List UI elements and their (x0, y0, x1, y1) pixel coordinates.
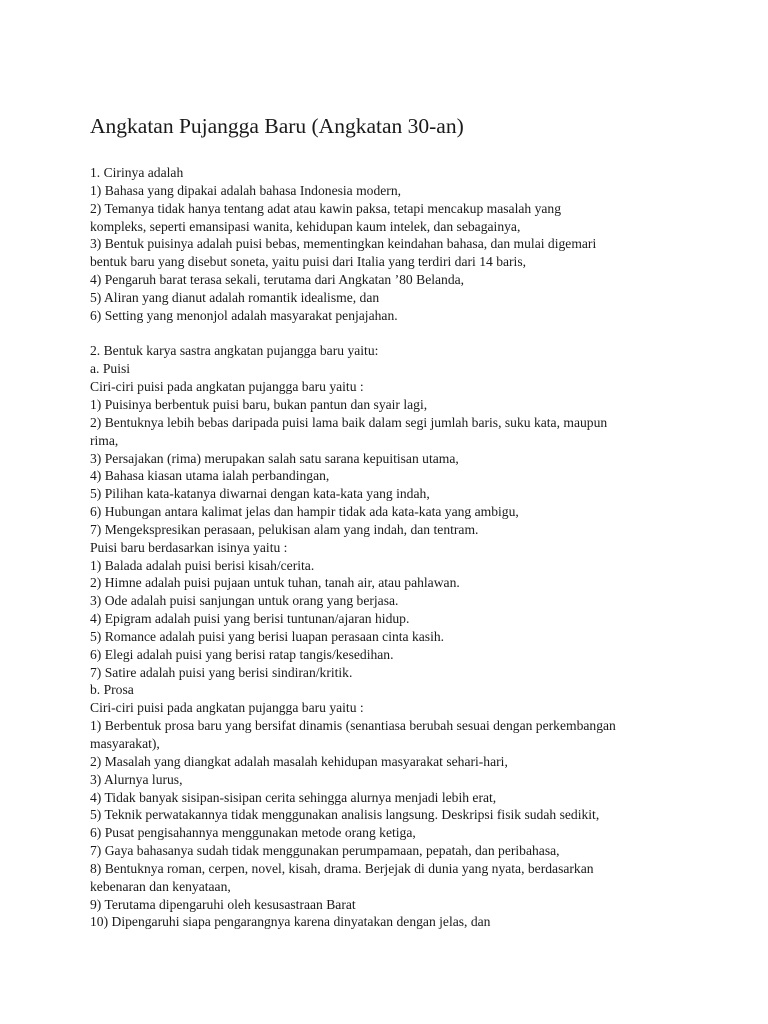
text-line: 1. Cirinya adalah (90, 165, 184, 180)
text-line: 1) Bahasa yang dipakai adalah bahasa Indonesia modern, (90, 182, 402, 198)
text-line: 5) Teknik perwatakannya tidak menggunakan analisis langsung. Deskripsi fisik sudah sedikit, (90, 807, 600, 823)
text-line: 4) Bahasa kiasan utama ialah perbandingan, (90, 468, 330, 484)
section-ciri (90, 164, 680, 325)
text-line: 7) Gaya bahasanya sudah tidak menggunakan perumpamaan, pepatah, dan peribahasa, (90, 843, 560, 859)
text-line: kompleks, seperti emansipasi wanita, kehidupan kaum intelek, dan sebagainya, (90, 218, 521, 234)
text-line: 2) Masalah yang diangkat adalah masalah kehidupan masyarakat sehari-hari, (90, 753, 508, 769)
text-line: 7) Mengekspresikan perasaan, pelukisan alam yang indah, dan tentram. (90, 521, 479, 537)
text-line: 6) Pusat pengisahannya menggunakan metode orang ketiga, (90, 825, 416, 841)
text-line: 4) Tidak banyak sisipan-sisipan cerita sehingga alurnya menjadi lebih erat, (90, 789, 497, 805)
text-line: 5) Romance adalah puisi yang berisi luapan perasaan cinta kasih. (90, 628, 445, 644)
text-line: 6) Elegi adalah puisi yang berisi ratap tangis/kesedihan. (90, 646, 394, 662)
text-line: b. Prosa (90, 682, 134, 698)
text-line: 2) Temanya tidak hanya tentang adat atau kawin paksa, tetapi mencakup masalah yang (90, 200, 562, 216)
text-line: Ciri-ciri puisi pada angkatan pujangga baru yaitu : (90, 700, 364, 716)
document-title: Angkatan Pujangga Baru (Angkatan 30-an) (90, 114, 464, 138)
text-line: 1) Balada adalah puisi berisi kisah/cerita. (90, 557, 315, 573)
text-line: 5) Pilihan kata-katanya diwarnai dengan kata-kata yang indah, (90, 486, 430, 502)
document-page (90, 112, 680, 931)
text-line: 8) Bentuknya roman, cerpen, novel, kisah, drama. Berjejak di dunia yang nyata, berdasarkan (90, 860, 594, 876)
text-line: 5) Aliran yang dianut adalah romantik idealisme, dan (90, 289, 380, 305)
text-line: 7) Satire adalah puisi yang berisi sindiran/kritik. (90, 664, 353, 680)
text-line: 1) Puisinya berbentuk puisi baru, bukan pantun dan syair lagi, (90, 396, 428, 412)
section-bentuk-karya (90, 342, 680, 931)
text-line: 1) Berbentuk prosa baru yang bersifat dinamis (senantiasa berubah sesuai dengan perkembangan (90, 718, 616, 734)
text-line: a. Puisi (90, 361, 131, 377)
text-line: kebenaran dan kenyataan, (90, 878, 231, 894)
text-line: 4) Pengaruh barat terasa sekali, terutama dari Angkatan ’80 Belanda, (90, 272, 465, 288)
text-line: 3) Alurnya lurus, (90, 771, 183, 787)
text-line: 3) Persajakan (rima) merupakan salah satu sarana kepuitisan utama, (90, 450, 459, 466)
text-line: Ciri-ciri puisi pada angkatan pujangga baru yaitu : (90, 379, 364, 395)
text-line: 4) Epigram adalah puisi yang berisi tuntunan/ajaran hidup. (90, 611, 410, 627)
text-line: Puisi baru berdasarkan isinya yaitu : (90, 539, 288, 555)
paragraph-gap (90, 325, 680, 343)
text-line: 10) Dipengaruhi siapa pengarangnya karena dinyatakan dengan jelas, dan (90, 914, 491, 930)
text-line: 6) Setting yang menonjol adalah masyarakat penjajahan. (90, 307, 398, 323)
text-line: 2. Bentuk karya sastra angkatan pujangga baru yaitu: (90, 343, 379, 359)
text-line: 6) Hubungan antara kalimat jelas dan hampir tidak ada kata-kata yang ambigu, (90, 504, 519, 520)
text-line: bentuk baru yang disebut soneta, yaitu puisi dari Italia yang terdiri dari 14 baris, (90, 254, 527, 270)
text-line: 9) Terutama dipengaruhi oleh kesusastraan Barat (90, 896, 356, 912)
text-line: masyarakat), (90, 736, 160, 751)
text-line: 2) Himne adalah puisi pujaan untuk tuhan, tanah air, atau pahlawan. (90, 575, 460, 591)
text-line: rima, (90, 432, 119, 448)
text-line: 3) Bentuk puisinya adalah puisi bebas, mementingkan keindahan bahasa, dan mulai digemari (90, 236, 597, 252)
text-line: 2) Bentuknya lebih bebas daripada puisi lama baik dalam segi jumlah baris, suku kata, maupun (90, 414, 608, 430)
text-line: 3) Ode adalah puisi sanjungan untuk orang yang berjasa. (90, 593, 399, 609)
